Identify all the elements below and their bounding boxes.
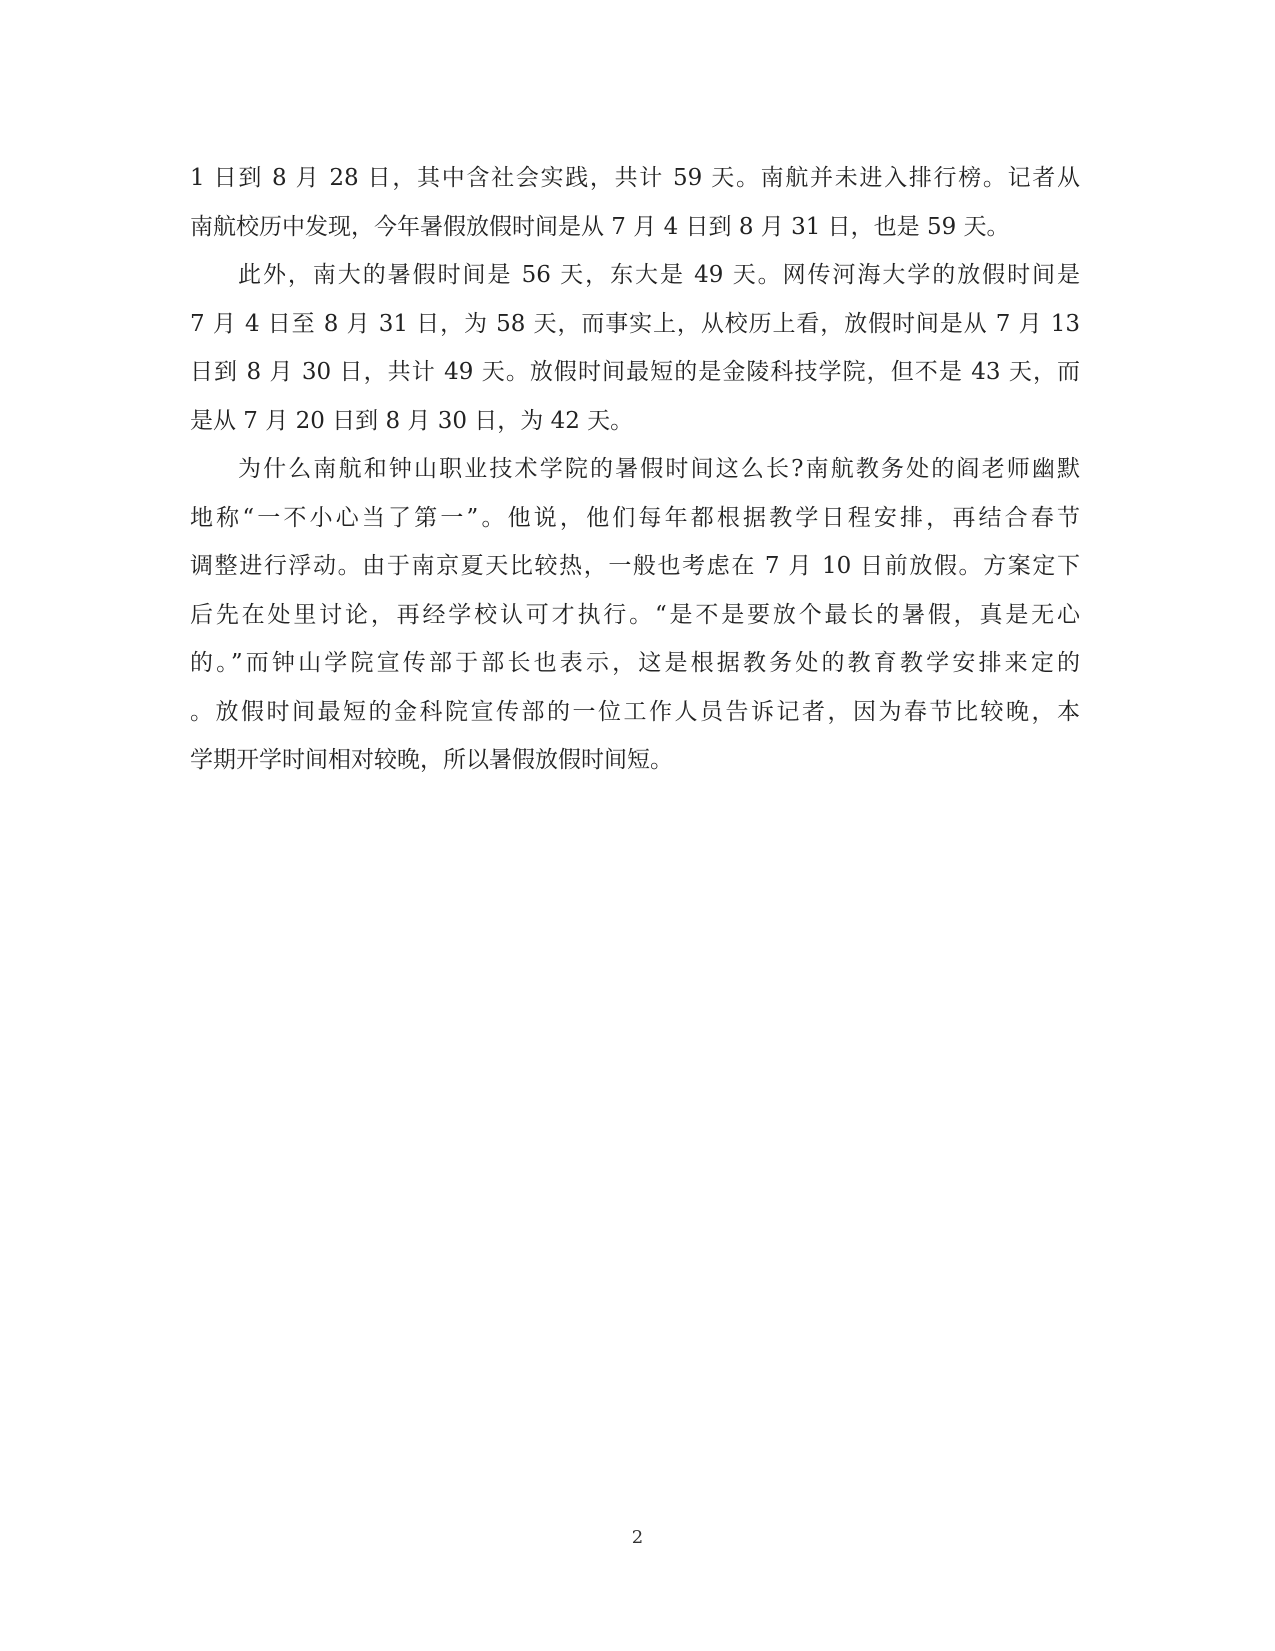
text-line: 7 月 4 日至 8 月 31 日，为 58 天，而事实上，从校历上看，放假时间是从 7 月 13 (190, 310, 1080, 337)
text-line: 地称“一不小心当了第一”。他说，他们每年都根据教学日程安排，再结合春节 (190, 504, 1080, 531)
paragraph (190, 251, 1080, 445)
text-line: 1 日到 8 月 28 日，其中含社会实践，共计 59 天。南航并未进入排行榜。记者从 (190, 165, 1080, 191)
text-line: 的。”而钟山学院宣传部于部长也表示，这是根据教务处的教育教学安排来定的 (190, 650, 1080, 676)
text-line: 此外，南大的暑假时间是 56 天，东大是 49 天。网传河海大学的放假时间是 (238, 262, 1080, 288)
text-line: 学期开学时间相对较晚，所以暑假放假时间短。 (190, 747, 673, 773)
text-line: 为什么南航和钟山职业技术学院的暑假时间这么长?南航教务处的阎老师幽默 (238, 456, 1080, 482)
text-line: 是从 7 月 20 日到 8 月 30 日，为 42 天。 (190, 407, 634, 434)
paragraph (190, 154, 1080, 251)
text-line: 日到 8 月 30 日，共计 49 天。放假时间最短的是金陵科技学院，但不是 43 天，而 (190, 359, 1080, 385)
text-line: 调整进行浮动。由于南京夏天比较热，一般也考虑在 7 月 10 日前放假。方案定下 (190, 553, 1080, 579)
text-line: 后先在处里讨论，再经学校认可才执行。“是不是要放个最长的暑假，真是无心 (190, 601, 1080, 628)
text-line: 南航校历中发现，今年暑假放假时间是从 7 月 4 日到 8 月 31 日，也是 59 天。 (190, 213, 1010, 240)
text-line: 。放假时间最短的金科院宣传部的一位工作人员告诉记者，因为春节比较晚，本 (190, 698, 1080, 725)
page-number: 2 (631, 1527, 644, 1548)
document-body (190, 154, 1080, 785)
paragraph (190, 445, 1080, 785)
